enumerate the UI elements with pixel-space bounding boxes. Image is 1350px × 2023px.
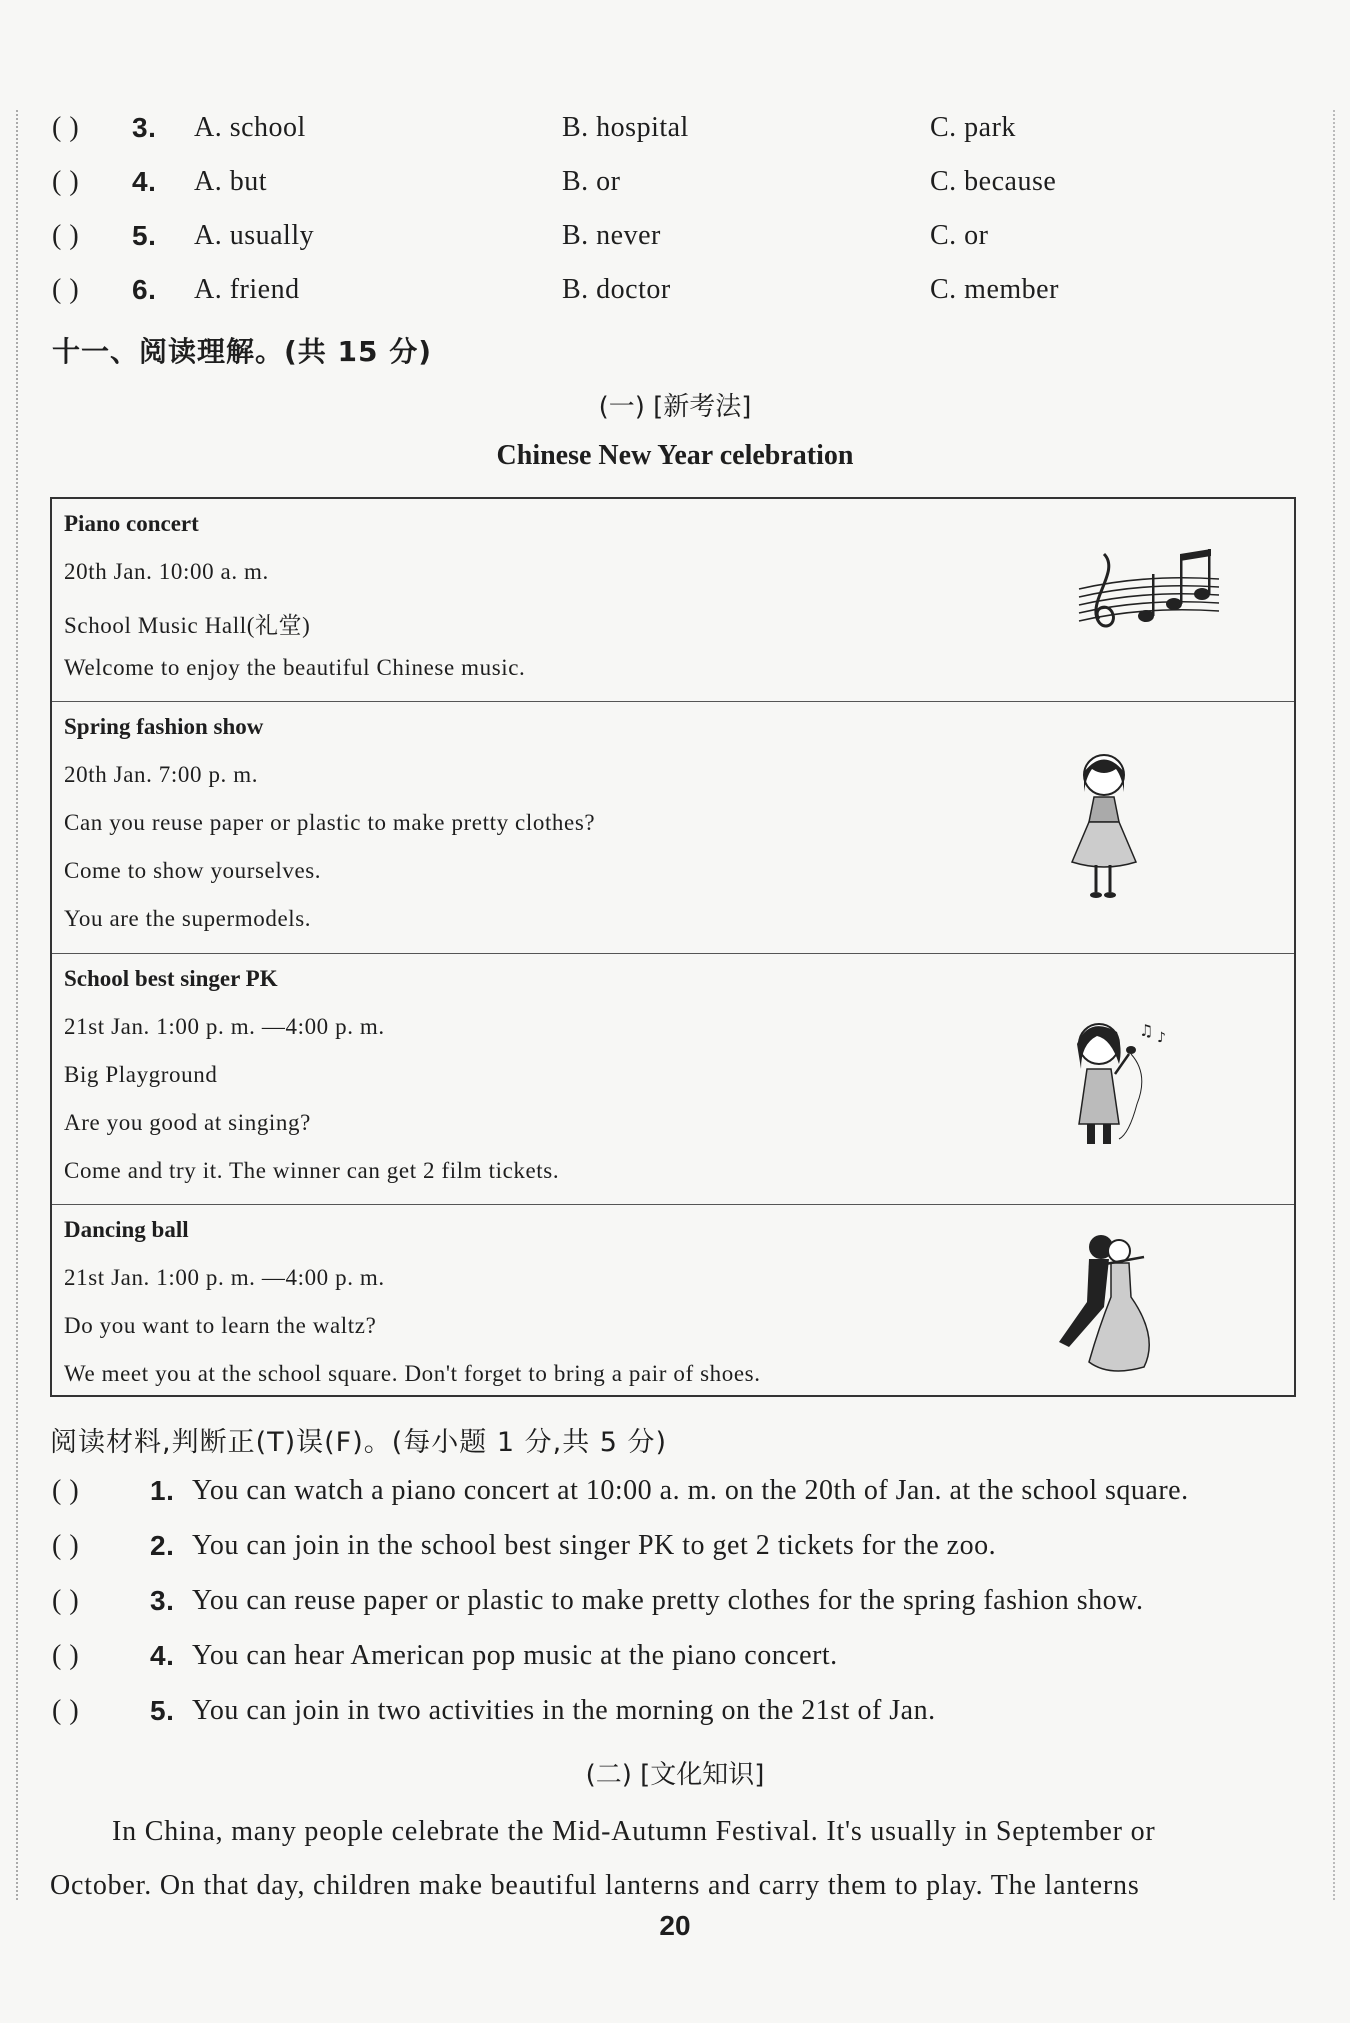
event-line: 21st Jan. 1:00 p. m. —4:00 p. m. [64,1014,385,1039]
option-b: B. doctor [562,274,671,305]
option-c: C. because [930,166,1057,197]
event-line: Big Playground [64,1062,218,1087]
event-box-piano-concert [52,499,1294,702]
event-line: Do you want to learn the waltz? [64,1313,377,1338]
event-line: Come and try it. The winner can get 2 film tickets. [64,1158,560,1183]
girl-in-dress-icon [1064,747,1144,912]
event-line: 21st Jan. 1:00 p. m. —4:00 p. m. [64,1265,385,1290]
mc-question-4 [0,166,1350,216]
event-title: Dancing ball [64,1217,189,1242]
answer-blank: ( ) [52,274,80,305]
event-title: School best singer PK [64,966,278,991]
question-number: 4. [150,1640,175,1671]
question-statement: You can hear American pop music at the piano concert. [192,1640,838,1671]
passage-line: In China, many people celebrate the Mid-Autumn Festival. It's usually in September or [112,1816,1156,1847]
option-a: A. friend [194,274,300,305]
part-one-label: (一) [新考法] [598,392,752,422]
left-binding-edge [16,110,19,1900]
option-b: B. never [562,220,661,251]
event-line: 20th Jan. 10:00 a. m. [64,559,269,584]
mc-question-6 [0,274,1350,324]
event-title: Piano concert [64,511,199,536]
answer-blank: ( ) [52,1585,80,1616]
option-c: C. or [930,220,989,251]
event-box-fashion-show [52,702,1294,954]
question-number: 3. [150,1585,175,1616]
question-number: 5. [150,1695,175,1726]
mc-question-3 [0,112,1350,162]
girl-singing-icon [1059,1014,1169,1159]
answer-blank: ( ) [52,220,80,251]
event-box-singer-pk [52,954,1294,1205]
question-number: 6. [132,274,157,305]
event-line: You are the supermodels. [64,906,312,931]
answer-blank: ( ) [52,1475,80,1506]
right-binding-edge [1333,110,1336,1900]
question-number: 1. [150,1475,175,1506]
answer-blank: ( ) [52,1640,80,1671]
instruction-text: 阅读材料,判断正(T)误(F)。(每小题 1 分,共 5 分) [50,1427,668,1458]
question-number: 4. [132,166,157,197]
part-two-label: (二) [文化知识] [585,1760,765,1790]
answer-blank: ( ) [52,1695,80,1726]
passage-line: October. On that day, children make beautiful lanterns and carry them to play. The lanterns [50,1870,1140,1901]
page-number: 20 [659,1910,691,1941]
question-statement: You can reuse paper or plastic to make pretty clothes for the spring fashion show. [192,1585,1144,1616]
option-c: C. park [930,112,1016,143]
option-b: B. hospital [562,112,689,143]
poster-title: Chinese New Year celebration [496,440,854,471]
option-a: A. usually [194,220,315,251]
question-statement: You can join in the school best singer PK to get 2 tickets for the zoo. [192,1530,997,1561]
event-line: Come to show yourselves. [64,858,322,883]
option-a: A. school [194,112,306,143]
event-poster [50,497,1296,1397]
event-line: Welcome to enjoy the beautiful Chinese music. [64,655,526,680]
event-line: 20th Jan. 7:00 p. m. [64,762,259,787]
svg-text:♪: ♪ [1157,1030,1166,1046]
option-b: B. or [562,166,621,197]
event-line: School Music Hall(礼堂) [64,613,311,638]
option-a: A. but [194,166,267,197]
question-number: 5. [132,220,157,251]
event-box-dancing-ball [52,1205,1294,1399]
event-line: Can you reuse paper or plastic to make pretty clothes? [64,810,596,835]
event-title: Spring fashion show [64,714,264,739]
question-number: 3. [132,112,157,143]
event-line: Are you good at singing? [64,1110,311,1135]
section-title: 十一、阅读理解。(共 15 分) [52,335,433,368]
answer-blank: ( ) [52,166,80,197]
dancing-couple-icon [1049,1227,1169,1382]
answer-blank: ( ) [52,112,80,143]
mc-question-5 [0,220,1350,270]
answer-blank: ( ) [52,1530,80,1561]
event-line: We meet you at the school square. Don't forget to bring a pair of shoes. [64,1361,761,1386]
music-notes-icon [1074,544,1224,649]
question-statement: You can join in two activities in the morning on the 21st of Jan. [192,1695,936,1726]
question-statement: You can watch a piano concert at 10:00 a. m. on the 20th of Jan. at the school square. [192,1475,1189,1506]
question-number: 2. [150,1530,175,1561]
option-c: C. member [930,274,1059,305]
svg-text:♫: ♫ [1139,1021,1154,1040]
